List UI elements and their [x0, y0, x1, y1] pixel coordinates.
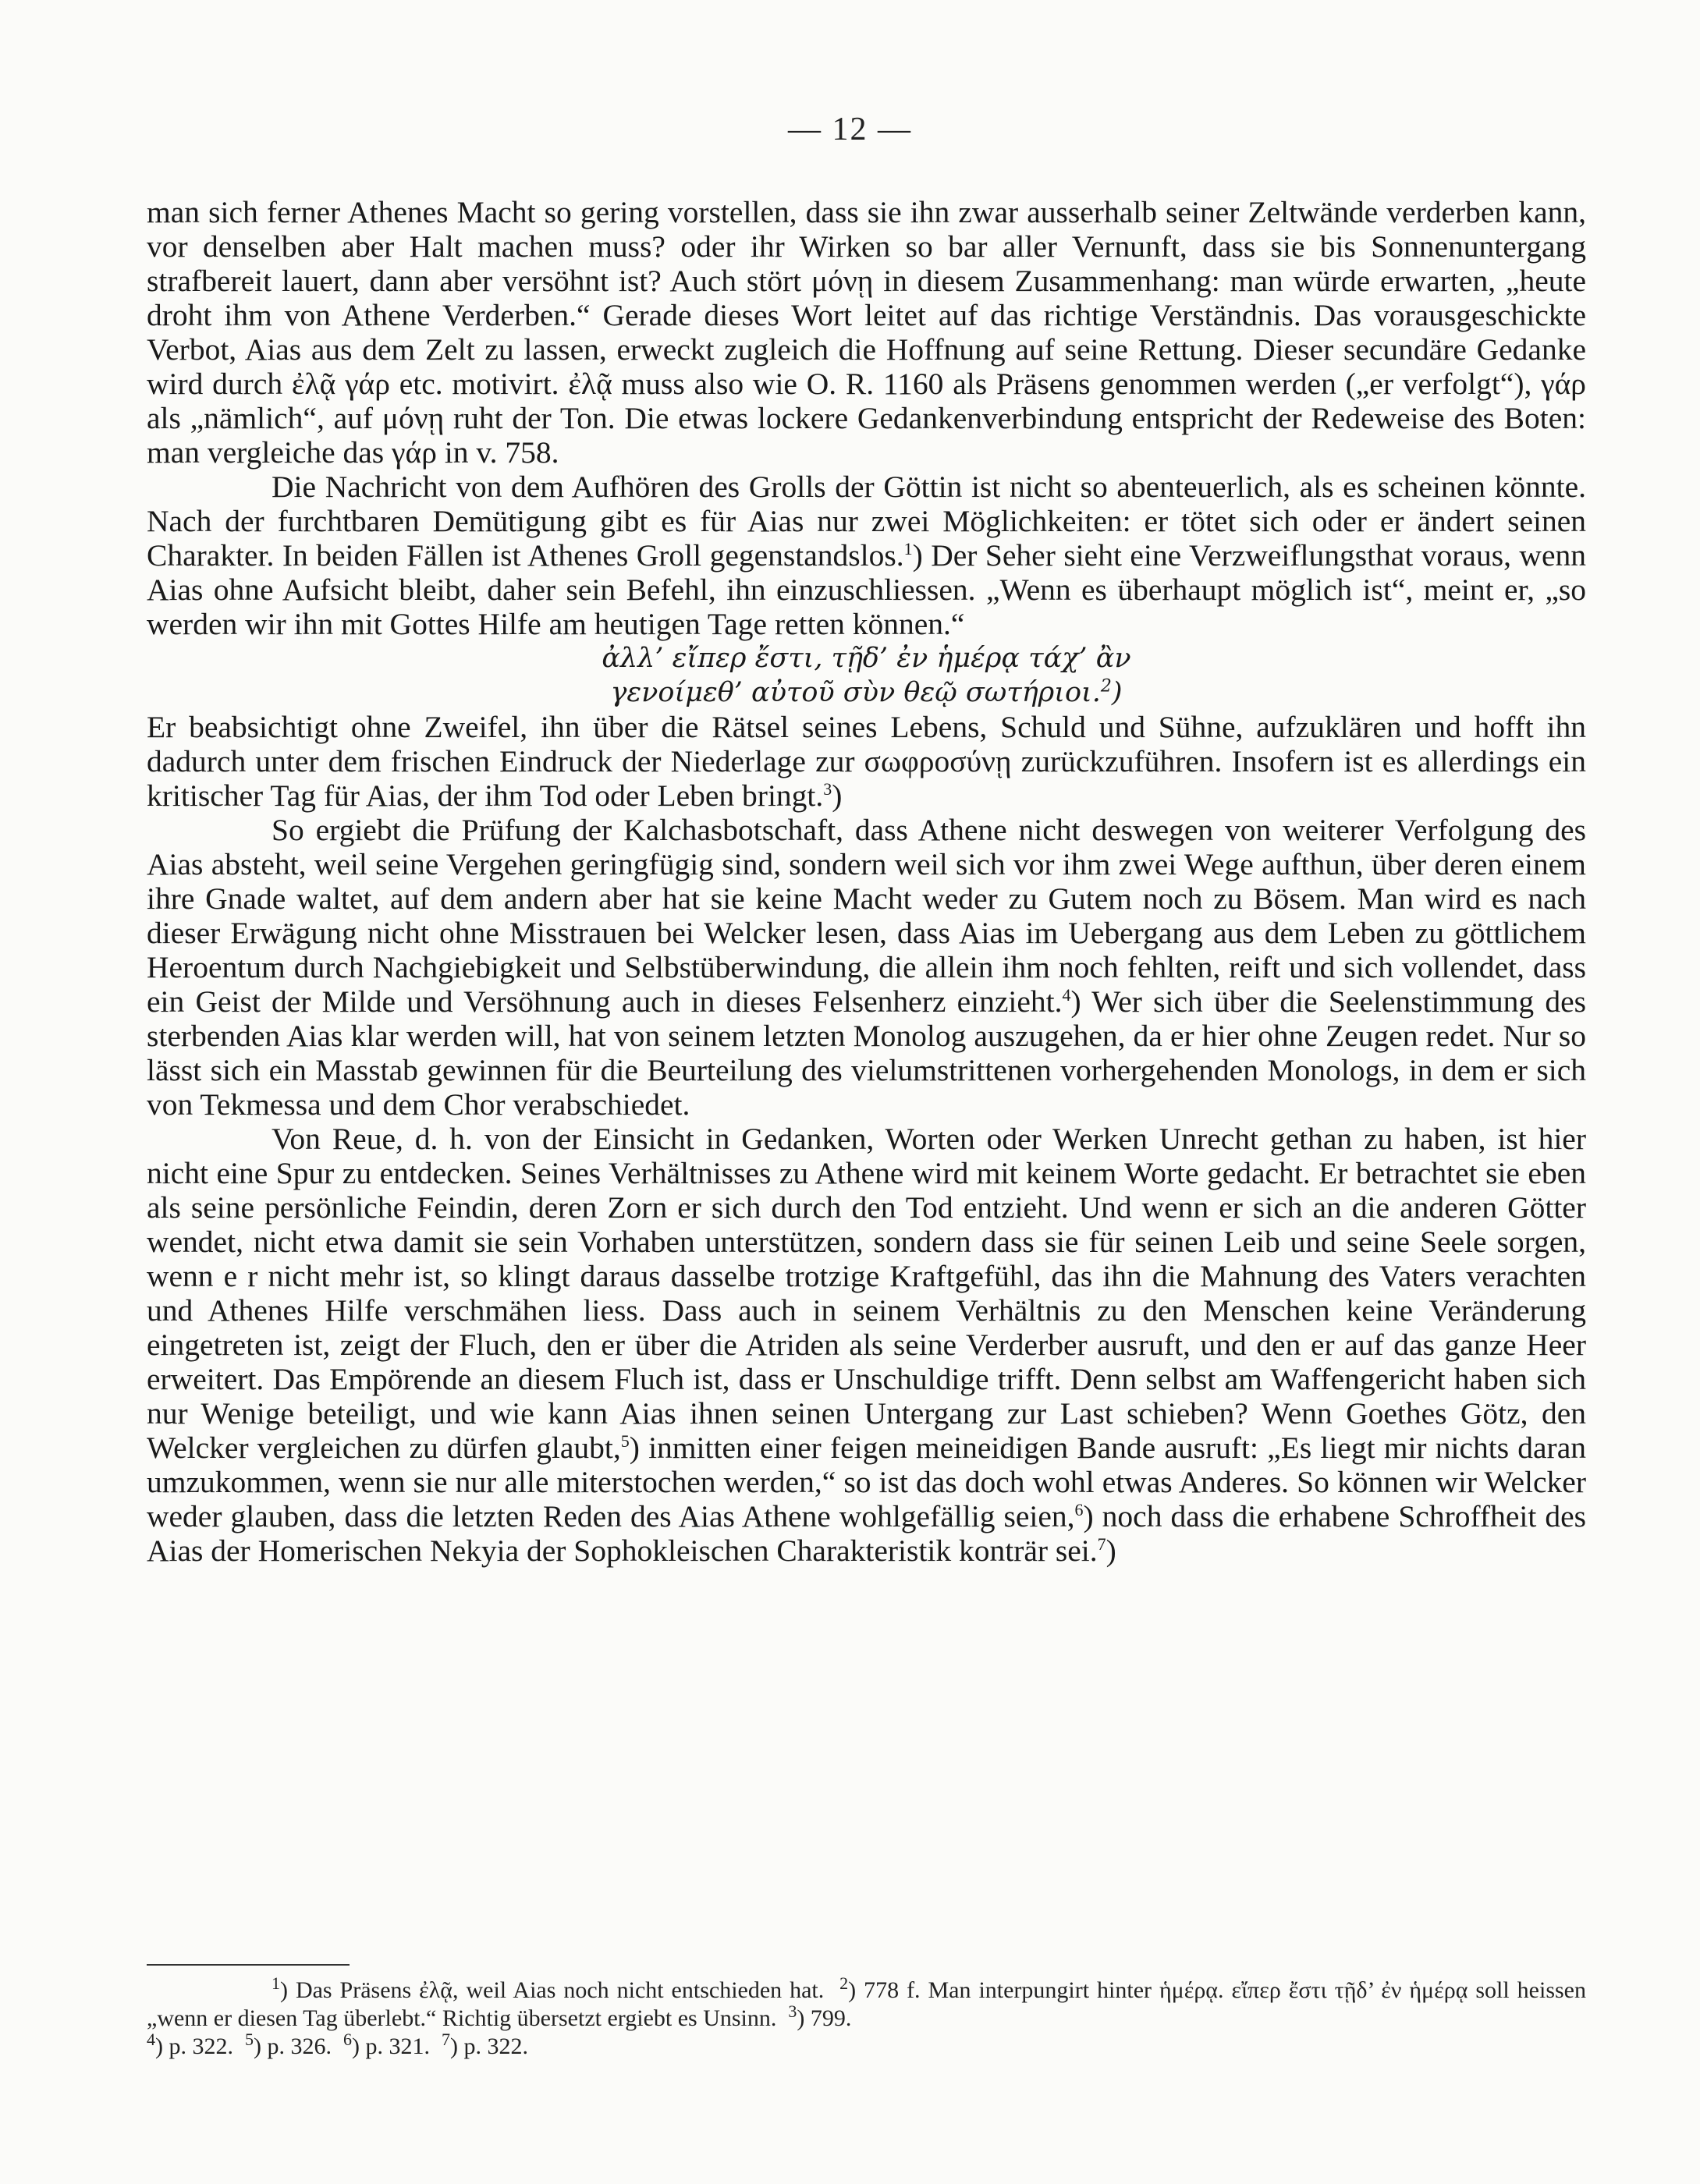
footnote-mark: 5 [245, 2030, 254, 2049]
footnotes [147, 1973, 1586, 2061]
paragraph-text: ) [832, 778, 843, 813]
paragraph-4 [147, 813, 1586, 1122]
footnote-divider [147, 1964, 350, 1966]
main-text [147, 195, 1586, 1568]
footnote-6: ) p. 321. [352, 2033, 430, 2059]
footnote-mark: 7 [442, 2030, 450, 2049]
footnote-ref: 2 [1100, 676, 1112, 697]
paragraph-text: Die Nachricht von dem Aufhören des Grolls der Göttin ist nicht so abenteuerlich, als es scheinen könnte. Nach der furchtbaren Demütigung gibt es für Aias nur zwei Möglichkeiten: er tötet sich oder er ändert seinen Charakter. In beiden Fällen ist Athenes Groll gegenstandslos. [147, 470, 1586, 573]
footnote-2: ) 778 f. Man interpungirt hinter ἡμέρᾳ. εἴπερ ἔστι τῇδ’ ἐν ἡμέρᾳ soll heissen „wenn er diesen Tag überlebt.“ Richtig übersetzt ergiebt es Unsinn. [147, 1977, 1586, 2031]
page-number: — 12 — [788, 112, 912, 147]
paragraph-text: Von Reue, d. h. von der Einsicht in Gedanken, Worten oder Werken Unrecht gethan zu haben, ist hier nicht eine Spur zu entdecken. Seines Verhältnisses zu Athene wird mit keinem Worte gedacht. Er betrachtet sie eben als seine persönliche Feindin, deren Zorn er sich durch den Tod entzieht. Und wenn er sich an die anderen Götter wendet, nicht etwa damit sie sein Vorhaben unterstützen, sondern dass sie für seinen Leib und seine Seele sorgen, wenn e r nicht mehr ist, so klingt daraus dasselbe trotzige Kraftgefühl, das ihn die Mahnung des Vaters verachten und Athenes Hilfe verschmähen liess. Dass auch in seinem Verhältnis zu den Menschen keine Veränderung eingetreten ist, zeigt der Fluch, den er über die Atriden als seine Verderber ausruft, und den er auf das ganze Heer erweitert. Das Empörende an diesem Fluch ist, dass er Unschuldige trifft. Denn selbst am Waffengericht haben sich nur Wenige beteiligt, und wie kann Aias ihnen seinen Untergang zur Last schieben? Wenn Goethes Götz, den Welcker vergleichen zu dürfen glaubt, [147, 1122, 1586, 1465]
paragraph-text: ) noch dass die erhabene Schroffheit des Aias der Homerischen Nekyia der Sophokleischen Charakteristik konträr sei. [147, 1499, 1586, 1568]
footnote-1: ) Das Präsens ἐλᾷ, weil Aias noch nicht entschieden hat. [280, 1977, 825, 2003]
footnote-ref: 6 [1074, 1499, 1084, 1519]
footnote-3: ) 799. [797, 2005, 852, 2031]
footnote-mark: 3 [788, 2001, 797, 2021]
footnote-7: ) p. 322. [450, 2033, 528, 2059]
paragraph-2 [147, 470, 1586, 641]
paragraph-text: ) [1106, 1533, 1116, 1568]
footnote-ref: 7 [1097, 1533, 1106, 1554]
footnote-4: ) p. 322. [155, 2033, 233, 2059]
footnote-mark: 6 [343, 2030, 352, 2049]
footnote-mark: 4 [147, 2030, 155, 2049]
paragraph-text: So ergiebt die Prüfung der Kalchasbotschaft, dass Athene nicht deswegen von weiterer Verfolgung des Aias absteht, weil seine Vergehen geringfügig sind, sondern weil sich vor ihm zwei Wege aufthun, über deren einem ihre Gnade waltet, auf dem andern aber hat sie keine Macht weder zu Gutem noch zu Bösem. Man wird es nach dieser Erwägung nicht ohne Misstrauen bei Welcker lesen, dass Aias im Uebergang aus dem Leben zu göttlichem Heroentum durch Nachgiebigkeit und Selbstüberwindung, die allein ihm noch fehlten, reift und sich vollendet, dass ein Geist der Milde und Versöhnung auch in dieses Felsenherz einzieht. [147, 813, 1586, 1019]
verse-text: γενοίμεθ’ αὐτοῦ σὺν θεῷ σωτήριοι. [610, 677, 1101, 708]
footnote-ref: 3 [823, 778, 832, 799]
paragraph-text: ) Der Seher sieht eine Verzweiflungsthat voraus, wenn Aias ohne Aufsicht bleibt, daher sein Befehl, ihn einzuschliessen. „Wenn es überhaupt möglich ist“, meint er, „so werden wir ihn mit Gottes Hilfe am heutigen Tage retten können.“ [147, 538, 1586, 641]
footnote-ref: 4 [1062, 984, 1071, 1005]
paragraph-text: ) inmitten einer feigen meineidigen Bande ausruft: „Es liegt mir nichts daran umzukommen, wenn sie nur alle miterstochen werden,“ so ist das doch wohl etwas Anderes. So können wir Welcker weder glauben, dass die letzten Reden des Aias Athene wohlgefällig seien, [147, 1431, 1586, 1533]
verse-text: ) [1111, 677, 1123, 708]
paragraph-text: man sich ferner Athenes Macht so gering vorstellen, dass sie ihn zwar ausserhalb seiner Zeltwände verderben kann, vor denselben aber Halt machen muss? oder ihr Wirken so bar aller Vernunft, dass sie bis Sonnenuntergang strafbereit lauert, dann aber versöhnt ist? Auch stört μόνῃ in diesem Zusammenhang: man würde erwarten, „heute droht ihm von Athene Verderben.“ Gerade dieses Wort leitet auf das richtige Verständnis. Das vorausgeschickte Verbot, Aias aus dem Zelt zu lassen, erweckt zugleich die Hoffnung auf seine Rettung. Dieser secundäre Gedanke wird durch ἐλᾷ γάρ etc. motivirt. ἐλᾷ muss also wie O. R. 1160 als Präsens genommen werden („er verfolgt“), γάρ als „nämlich“, auf μόνῃ ruht der Ton. Die etwas lockere Gedankenverbindung entspricht der Redeweise des Boten: man vergleiche das γάρ in v. 758. [147, 195, 1586, 470]
footnote-ref: 1 [903, 538, 913, 558]
paragraph-3 [147, 710, 1586, 813]
paragraph-5 [147, 1122, 1586, 1568]
footnote-mark: 2 [839, 1973, 849, 1993]
greek-verse-line-2 [147, 675, 1586, 710]
paragraph-text: ) Wer sich über die Seelenstimmung des sterbenden Aias klar werden will, hat von seinem letzten Monolog auszugehen, da er hier ohne Zeugen redet. Nur so lässt sich ein Masstab gewinnen für die Beurteilung des vielumstrittenen vorhergehenden Monologs, in dem er sich von Tekmessa und dem Chor verabschiedet. [147, 984, 1586, 1122]
footnote-mark: 1 [272, 1973, 280, 1993]
footnote-block [147, 1973, 1586, 2061]
footnote-ref: 5 [620, 1431, 630, 1451]
footnote-5: ) p. 326. [254, 2033, 332, 2059]
paragraph-text: Er beabsichtigt ohne Zweifel, ihn über die Rätsel seines Lebens, Schuld und Sühne, aufzuklären und hofft ihn dadurch unter dem frischen Eindruck der Niederlage zur σωφροσύνῃ zurückzuführen. Insofern ist es allerdings ein kritischer Tag für Aias, der ihm Tod oder Leben bringt. [147, 710, 1586, 813]
paragraph-1 [147, 195, 1586, 470]
greek-verse-line-1: ἀλλ’ εἴπερ ἔστι, τῇδ’ ἐν ἡμέρᾳ τάχ’ ἂν [602, 643, 1131, 674]
